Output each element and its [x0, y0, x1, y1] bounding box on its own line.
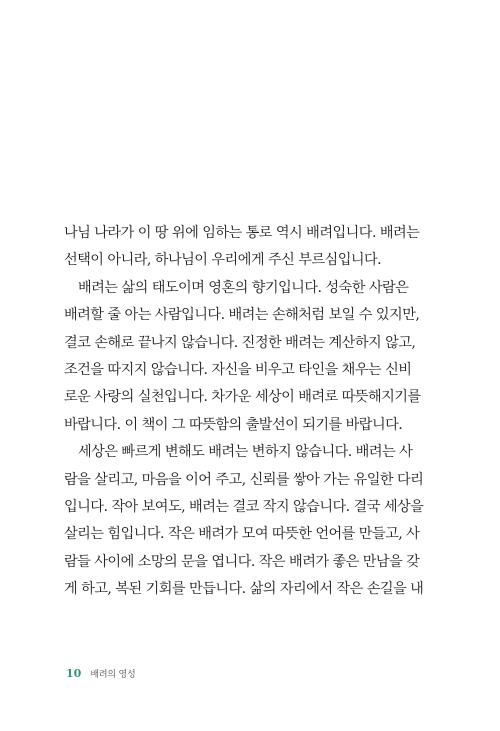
paragraph-first-line: 세상은 빠르게 변해도 배려는 변하지 않습니다. 배려는 사: [78, 444, 413, 461]
running-title: 배려의 영성: [90, 670, 136, 680]
text-line: 람들 사이에 소망의 문을 엽니다. 작은 배려가 좋은 만남을 갖: [64, 553, 420, 570]
text-line: 람을 살리고, 마음을 이어 주고, 신뢰를 쌓아 가는 유일한 다리: [64, 471, 424, 488]
text-line: 결코 손해로 끝나지 않습니다. 진정한 배려는 계산하지 않고,: [64, 334, 416, 351]
text-line: 입니다. 작아 보여도, 배려는 결코 작지 않습니다. 결국 세상을: [64, 498, 424, 515]
text-line: 살리는 힘입니다. 작은 배려가 모여 따뜻한 언어를 만들고, 사: [64, 526, 420, 543]
page-number: 10: [66, 667, 82, 680]
text-line: 배려할 줄 아는 사람입니다. 배려는 손해처럼 보일 수 있지만,: [64, 307, 420, 324]
text-line: 로운 사랑의 실천입니다. 차가운 세상이 배려로 따뜻해지기를: [64, 389, 421, 406]
body-text: [64, 220, 436, 603]
text-line: 바랍니다. 이 책이 그 따뜻함의 출발선이 되기를 바랍니다.: [64, 416, 403, 433]
text-line: 나님 나라가 이 땅 위에 임하는 통로 역시 배려입니다. 배려는: [64, 225, 420, 241]
text-line: 조건을 따지지 않습니다. 자신을 비우고 타인을 채우는 신비: [64, 361, 412, 378]
paragraph-first-line: 배려는 삶의 태도이며 영혼의 향기입니다. 성숙한 사람은: [78, 279, 409, 296]
text-line: 선택이 아니라, 하나님이 우리에게 주신 부르심입니다.: [64, 252, 382, 269]
page-footer: [66, 664, 136, 680]
text-line: 게 하고, 복된 기회를 만듭니다. 삶의 자리에서 작은 손길을 내: [64, 581, 424, 598]
